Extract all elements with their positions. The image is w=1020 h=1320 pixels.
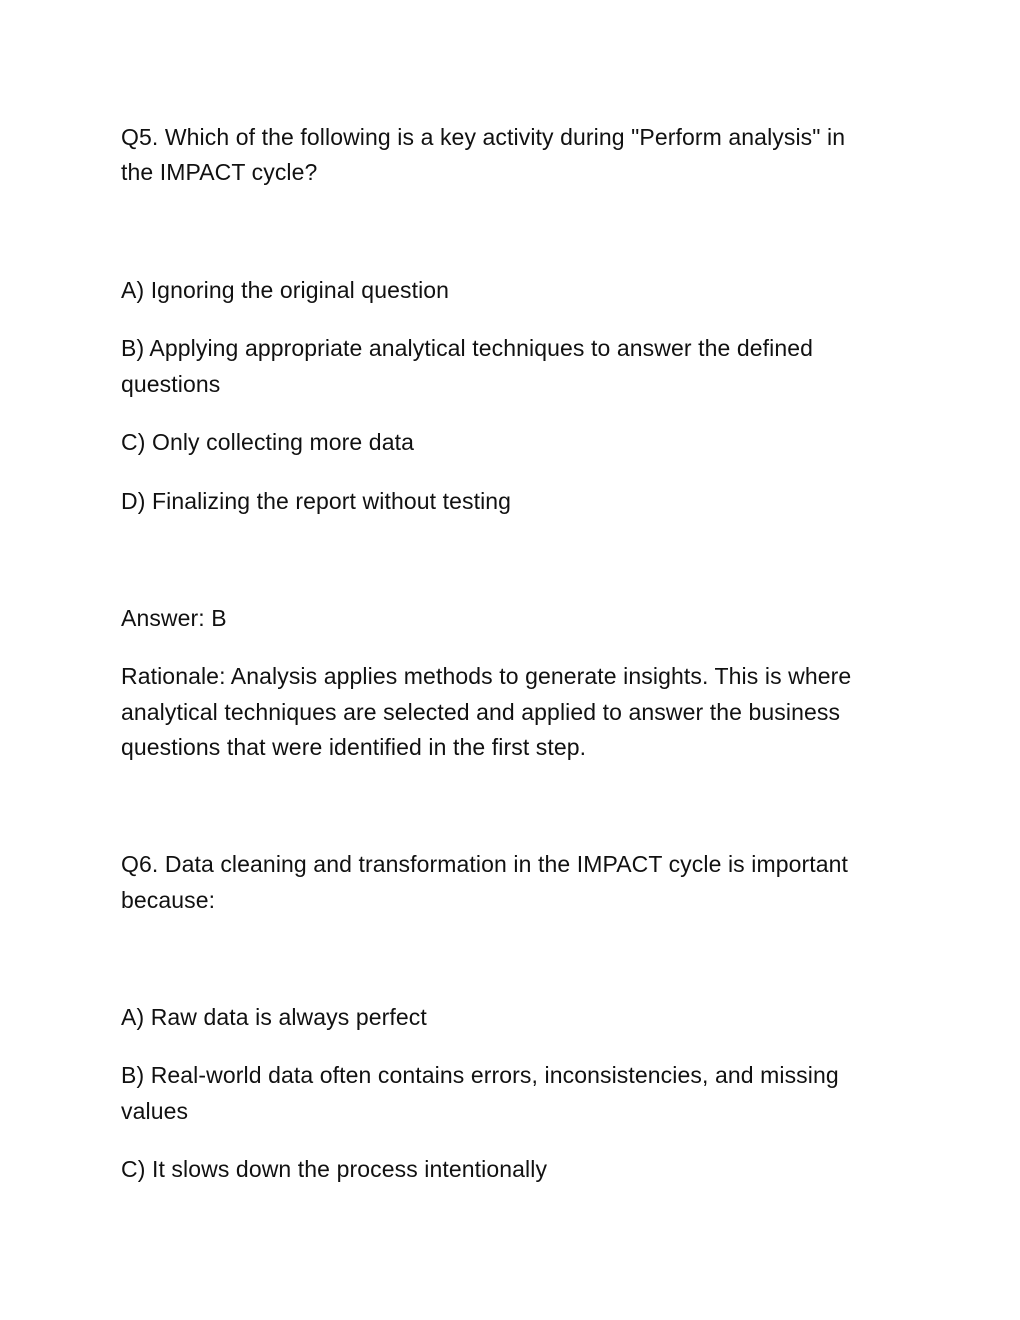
q6-question-line-2: because: [121, 887, 216, 913]
q5-option-a: A) Ignoring the original question [121, 277, 450, 303]
q5-option-c: C) Only collecting more data [121, 429, 414, 455]
q6-option-b-line-2: values [121, 1098, 189, 1124]
q5-rationale-line-1: Rationale: Analysis applies methods to generate insights. This is where [121, 663, 852, 689]
q6-question-line-1: Q6. Data cleaning and transformation in the IMPACT cycle is important [121, 851, 849, 877]
q5-rationale-line-3: questions that were identified in the first step. [121, 734, 587, 760]
q5-answer: Answer: B [121, 605, 227, 631]
q5-rationale-line-2: analytical techniques are selected and applied to answer the business [121, 699, 841, 725]
q5-option-d: D) Finalizing the report without testing [121, 488, 512, 514]
q5-option-b-line-2: questions [121, 371, 221, 397]
q5-option-b-line-1: B) Applying appropriate analytical techniques to answer the defined [121, 335, 814, 361]
q5-question-line-1: Q5. Which of the following is a key activity during "Perform analysis" in [121, 124, 846, 150]
q5-question-line-2: the IMPACT cycle? [121, 159, 318, 185]
q6-option-a: A) Raw data is always perfect [121, 1004, 427, 1030]
q6-option-b-line-1: B) Real-world data often contains errors, inconsistencies, and missing [121, 1062, 839, 1088]
q6-option-c: C) It slows down the process intentionally [121, 1156, 548, 1182]
